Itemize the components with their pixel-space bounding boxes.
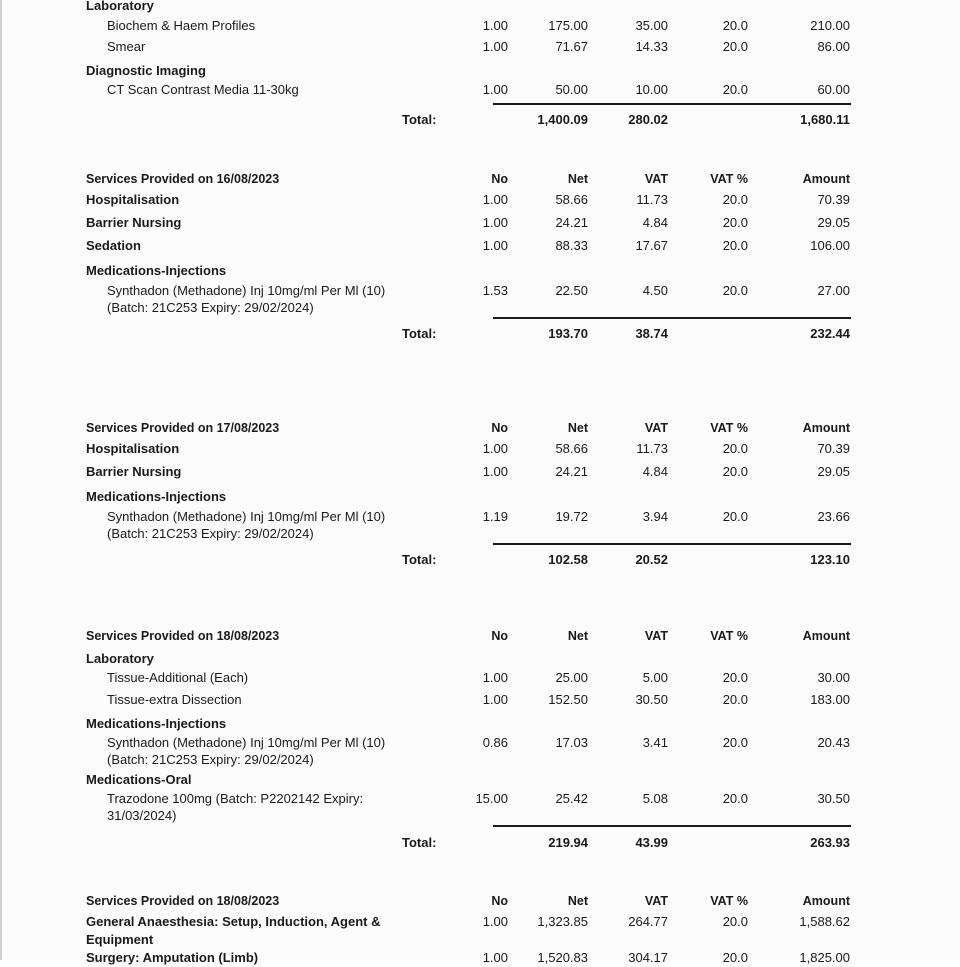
item-description-cont: (Batch: 21C253 Expiry: 29/02/2024) <box>107 526 314 541</box>
category-row <box>0 715 960 733</box>
cell-amount: 20.43 <box>817 735 850 750</box>
category-label: Laboratory <box>86 651 154 666</box>
total-vat: 38.74 <box>635 326 668 341</box>
category-row <box>0 650 960 668</box>
section-header <box>0 892 960 910</box>
category-label: Medications-Oral <box>86 772 192 787</box>
total-net: 102.58 <box>548 552 588 567</box>
item-row-continued <box>0 299 960 317</box>
total-rule <box>493 103 851 105</box>
col-vat: VAT <box>644 172 668 186</box>
cell-vat-pct: 20.0 <box>722 950 748 965</box>
cell-vat: 3.94 <box>642 509 668 524</box>
col-amount: Amount <box>802 894 850 908</box>
cell-vat-pct: 20.0 <box>722 464 748 479</box>
item-row <box>0 691 960 709</box>
cell-vat: 4.84 <box>642 464 668 479</box>
cell-vat: 10.00 <box>635 82 668 97</box>
service-name-cont: Equipment <box>86 932 154 947</box>
col-no: No <box>491 421 508 435</box>
service-row <box>0 463 960 481</box>
cell-net: 88.33 <box>555 238 588 253</box>
item-row <box>0 508 960 526</box>
col-net: Net <box>567 629 588 643</box>
category-label: Medications-Injections <box>86 716 227 731</box>
cell-vat: 5.00 <box>642 670 668 685</box>
item-description: Synthadon (Methadone) Inj 10mg/ml Per Ml (10) <box>107 735 386 750</box>
item-description: Biochem & Haem Profiles <box>107 18 256 33</box>
cell-no: 1.00 <box>482 238 508 253</box>
total-label: Total: <box>402 112 437 127</box>
item-description: Synthadon (Methadone) Inj 10mg/ml Per Ml (10) <box>107 509 386 524</box>
cell-vat-pct: 20.0 <box>722 692 748 707</box>
cell-amount: 70.39 <box>817 441 850 456</box>
service-row-continued <box>0 931 960 949</box>
cell-amount: 1,588.62 <box>799 914 850 929</box>
cell-amount: 106.00 <box>810 238 850 253</box>
total-row <box>0 834 960 852</box>
item-description-cont: (Batch: 21C253 Expiry: 29/02/2024) <box>107 752 314 767</box>
cell-no: 1.00 <box>482 18 508 33</box>
service-row <box>0 237 960 255</box>
item-row <box>0 17 960 35</box>
total-rule <box>493 543 851 545</box>
item-row-continued <box>0 807 960 825</box>
cell-amount: 60.00 <box>817 82 850 97</box>
total-amount: 263.93 <box>810 835 850 850</box>
section-header <box>0 627 960 645</box>
cell-vat: 4.50 <box>642 283 668 298</box>
cell-vat: 14.33 <box>635 39 668 54</box>
cell-net: 25.42 <box>555 791 588 806</box>
cell-net: 71.67 <box>555 39 588 54</box>
cell-no: 1.00 <box>482 192 508 207</box>
cell-net: 50.00 <box>555 82 588 97</box>
col-vat: VAT <box>644 629 668 643</box>
section-header <box>0 419 960 437</box>
col-vat: VAT <box>644 894 668 908</box>
cell-vat-pct: 20.0 <box>722 509 748 524</box>
cell-no: 1.00 <box>482 39 508 54</box>
cell-amount: 30.00 <box>817 670 850 685</box>
total-rule <box>493 825 851 827</box>
cell-amount: 1,825.00 <box>799 950 850 965</box>
cell-no: 1.00 <box>482 441 508 456</box>
item-description: Tissue-Additional (Each) <box>107 670 249 685</box>
section-title: Services Provided on 18/08/2023 <box>86 894 280 908</box>
total-label: Total: <box>402 326 437 341</box>
cell-amount: 29.05 <box>817 215 850 230</box>
total-row <box>0 111 960 129</box>
item-row <box>0 38 960 56</box>
cell-net: 17.03 <box>555 735 588 750</box>
item-row-continued <box>0 751 960 769</box>
item-row <box>0 669 960 687</box>
section-title: Services Provided on 18/08/2023 <box>86 629 280 643</box>
cell-amount: 27.00 <box>817 283 850 298</box>
cell-vat: 264.77 <box>628 914 668 929</box>
col-net: Net <box>567 421 588 435</box>
cell-no: 1.19 <box>482 509 508 524</box>
total-net: 193.70 <box>548 326 588 341</box>
cell-no: 1.00 <box>482 670 508 685</box>
item-description: CT Scan Contrast Media 11-30kg <box>107 82 299 97</box>
item-description-cont: 31/03/2024) <box>107 808 177 823</box>
cell-no: 1.00 <box>482 215 508 230</box>
section-header <box>0 170 960 188</box>
item-row <box>0 734 960 752</box>
cell-amount: 86.00 <box>817 39 850 54</box>
service-row <box>0 214 960 232</box>
col-vat-pct: VAT % <box>710 894 748 908</box>
cell-net: 175.00 <box>548 18 588 33</box>
col-no: No <box>491 172 508 186</box>
service-name: Surgery: Amputation (Limb) <box>86 950 259 965</box>
col-no: No <box>491 629 508 643</box>
cell-amount: 30.50 <box>817 791 850 806</box>
service-name: Sedation <box>86 238 141 253</box>
total-amount: 232.44 <box>810 326 850 341</box>
cell-net: 25.00 <box>555 670 588 685</box>
service-name: General Anaesthesia: Setup, Induction, Agent & <box>86 914 381 929</box>
total-row <box>0 551 960 569</box>
col-amount: Amount <box>802 172 850 186</box>
item-description: Tissue-extra Dissection <box>107 692 242 707</box>
cell-no: 1.00 <box>482 82 508 97</box>
cell-vat: 11.73 <box>636 441 668 456</box>
cell-no: 1.00 <box>482 914 508 929</box>
cell-vat: 30.50 <box>635 692 668 707</box>
category-label: Medications-Injections <box>86 263 227 278</box>
col-no: No <box>491 894 508 908</box>
category-row <box>0 771 960 789</box>
total-label: Total: <box>402 835 437 850</box>
cell-amount: 70.39 <box>817 192 850 207</box>
total-amount: 1,680.11 <box>800 112 850 127</box>
total-label: Total: <box>402 552 437 567</box>
total-net: 219.94 <box>548 835 588 850</box>
cell-vat: 3.41 <box>642 735 668 750</box>
cell-net: 1,323.85 <box>537 914 588 929</box>
item-row <box>0 790 960 808</box>
cell-amount: 210.00 <box>810 18 850 33</box>
category-label: Diagnostic Imaging <box>86 63 206 78</box>
category-label: Medications-Injections <box>86 489 227 504</box>
service-name: Hospitalisation <box>86 441 180 456</box>
col-amount: Amount <box>802 421 850 435</box>
item-row <box>0 81 960 99</box>
total-row <box>0 325 960 343</box>
cell-vat-pct: 20.0 <box>722 39 748 54</box>
cell-no: 1.00 <box>482 464 508 479</box>
cell-vat-pct: 20.0 <box>722 791 748 806</box>
cell-vat: 4.84 <box>642 215 668 230</box>
item-row-continued <box>0 525 960 543</box>
cell-no: 15.00 <box>475 791 508 806</box>
category-row <box>0 0 960 15</box>
total-vat: 280.02 <box>628 112 668 127</box>
cell-no: 0.86 <box>482 735 508 750</box>
cell-net: 19.72 <box>555 509 588 524</box>
cell-net: 24.21 <box>555 215 588 230</box>
cell-vat-pct: 20.0 <box>722 82 748 97</box>
cell-net: 152.50 <box>548 692 588 707</box>
cell-no: 1.00 <box>482 950 508 965</box>
category-row <box>0 488 960 506</box>
service-row <box>0 440 960 458</box>
col-vat-pct: VAT % <box>710 629 748 643</box>
cell-vat-pct: 20.0 <box>722 238 748 253</box>
cell-vat: 11.73 <box>636 192 668 207</box>
item-description-cont: (Batch: 21C253 Expiry: 29/02/2024) <box>107 300 314 315</box>
cell-vat-pct: 20.0 <box>722 441 748 456</box>
service-name: Barrier Nursing <box>86 464 182 479</box>
cell-no: 1.53 <box>482 283 508 298</box>
item-description: Trazodone 100mg (Batch: P2202142 Expiry: <box>107 791 364 806</box>
cell-vat-pct: 20.0 <box>722 283 748 298</box>
category-row <box>0 262 960 280</box>
total-vat: 20.52 <box>635 552 668 567</box>
cell-vat-pct: 20.0 <box>722 18 748 33</box>
total-vat: 43.99 <box>635 835 668 850</box>
service-row <box>0 191 960 209</box>
service-row <box>0 949 960 967</box>
total-net: 1,400.09 <box>537 112 588 127</box>
section-title: Services Provided on 17/08/2023 <box>86 421 280 435</box>
section-title: Services Provided on 16/08/2023 <box>86 172 280 186</box>
cell-vat-pct: 20.0 <box>722 192 748 207</box>
cell-vat: 5.08 <box>642 791 668 806</box>
cell-net: 1,520.83 <box>537 950 588 965</box>
total-amount: 123.10 <box>810 552 850 567</box>
cell-amount: 23.66 <box>817 509 850 524</box>
col-amount: Amount <box>802 629 850 643</box>
cell-amount: 183.00 <box>810 692 850 707</box>
col-vat-pct: VAT % <box>710 421 748 435</box>
col-net: Net <box>567 172 588 186</box>
cell-no: 1.00 <box>482 692 508 707</box>
cell-vat: 17.67 <box>635 238 668 253</box>
cell-vat: 35.00 <box>635 18 668 33</box>
cell-vat-pct: 20.0 <box>722 735 748 750</box>
cell-vat-pct: 20.0 <box>722 670 748 685</box>
col-net: Net <box>567 894 588 908</box>
service-name: Barrier Nursing <box>86 215 182 230</box>
category-label: Laboratory <box>86 0 154 13</box>
cell-net: 58.66 <box>555 192 588 207</box>
service-row <box>0 913 960 931</box>
item-description: Synthadon (Methadone) Inj 10mg/ml Per Ml (10) <box>107 283 386 298</box>
item-description: Smear <box>107 39 146 54</box>
cell-vat-pct: 20.0 <box>722 215 748 230</box>
col-vat: VAT <box>644 421 668 435</box>
item-row <box>0 282 960 300</box>
service-name: Hospitalisation <box>86 192 180 207</box>
total-rule <box>493 317 851 319</box>
cell-net: 22.50 <box>555 283 588 298</box>
cell-net: 58.66 <box>555 441 588 456</box>
cell-vat: 304.17 <box>628 950 668 965</box>
cell-vat-pct: 20.0 <box>722 914 748 929</box>
category-row <box>0 62 960 80</box>
cell-amount: 29.05 <box>817 464 850 479</box>
cell-net: 24.21 <box>555 464 588 479</box>
col-vat-pct: VAT % <box>710 172 748 186</box>
